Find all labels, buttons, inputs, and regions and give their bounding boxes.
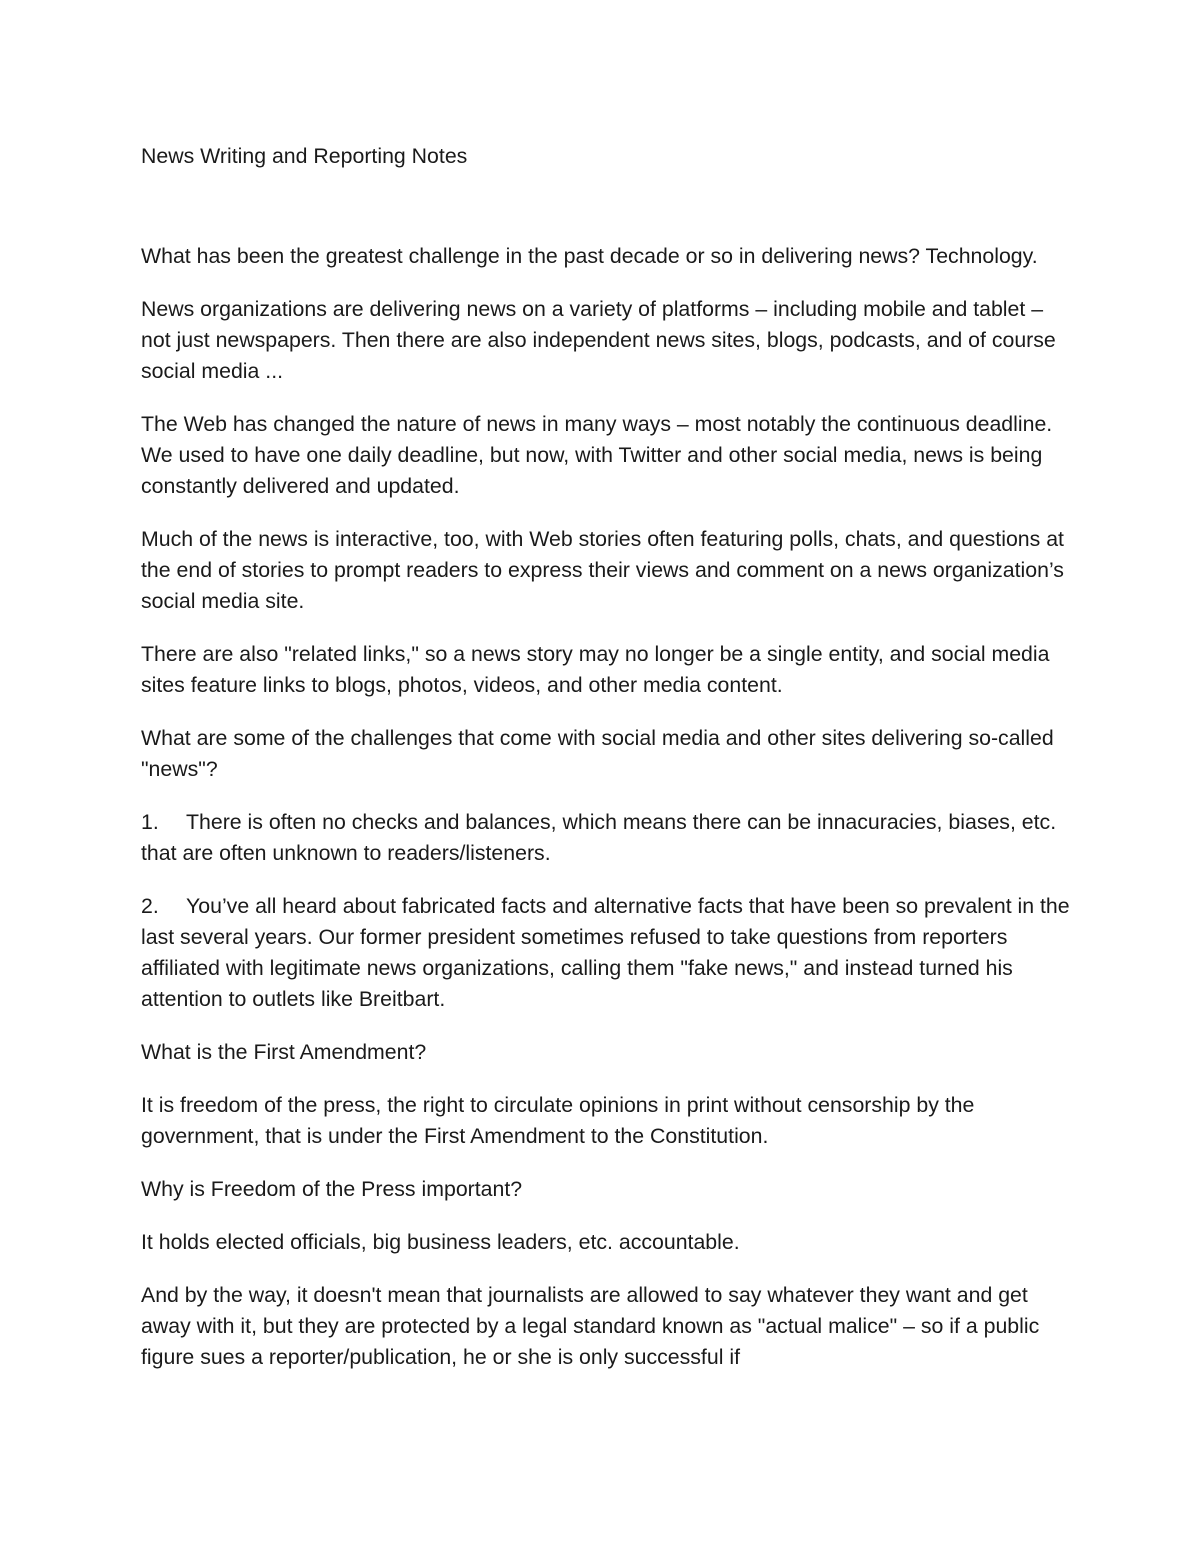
paragraph: News organizations are delivering news on a variety of platforms – including mobile and tablet – not just newspapers. Then there are also independent news sites, blogs, podcasts, and of course social media ...	[141, 297, 1056, 383]
document-title: News Writing and Reporting Notes	[141, 144, 468, 168]
paragraph: Much of the news is interactive, too, with Web stories often featuring polls, chats, and questions at the end of stories to prompt readers to express their views and comment on a news organization’s social media site.	[141, 527, 1064, 613]
paragraph: The Web has changed the nature of news in many ways – most notably the continuous deadline. We used to have one daily deadline, but now, with Twitter and other social media, news is being constantly delivered and updated.	[141, 412, 1053, 498]
paragraph: And by the way, it doesn't mean that journalists are allowed to say whatever they want and get away with it, but they are protected by a legal standard known as "actual malice" – so if a public figure sues a reporter/publication, he or she is only successful if	[141, 1283, 1040, 1369]
paragraph: What has been the greatest challenge in the past decade or so in delivering news? Technology.	[141, 244, 1038, 268]
item-number: 1.	[141, 810, 159, 834]
paragraph: It holds elected officials, big business leaders, etc. accountable.	[141, 1230, 740, 1254]
paragraph: Why is Freedom of the Press important?	[141, 1177, 523, 1201]
item-text: There is often no checks and balances, which means there can be innacuracies, biases, etc. that are often unknown to readers/listeners.	[141, 810, 1057, 865]
document-body	[141, 141, 1071, 1395]
numbered-item	[141, 891, 1071, 1015]
item-text: You’ve all heard about fabricated facts and alternative facts that have been so prevalent in the last several years. Our former president sometimes refused to take questions from reporters affiliated with legitimate news organizations, calling them "fake news," and instead turned his attention to outlets like Breitbart.	[141, 894, 1070, 1011]
paragraph: What are some of the challenges that come with social media and other sites delivering so-called "news"?	[141, 726, 1054, 781]
item-number: 2.	[141, 894, 159, 918]
paragraph: It is freedom of the press, the right to circulate opinions in print without censorship by the government, that is under the First Amendment to the Constitution.	[141, 1093, 975, 1148]
numbered-item	[141, 807, 1071, 869]
paragraph: There are also "related links," so a news story may no longer be a single entity, and social media sites feature links to blogs, photos, videos, and other media content.	[141, 642, 1050, 697]
paragraph: What is the First Amendment?	[141, 1040, 427, 1064]
